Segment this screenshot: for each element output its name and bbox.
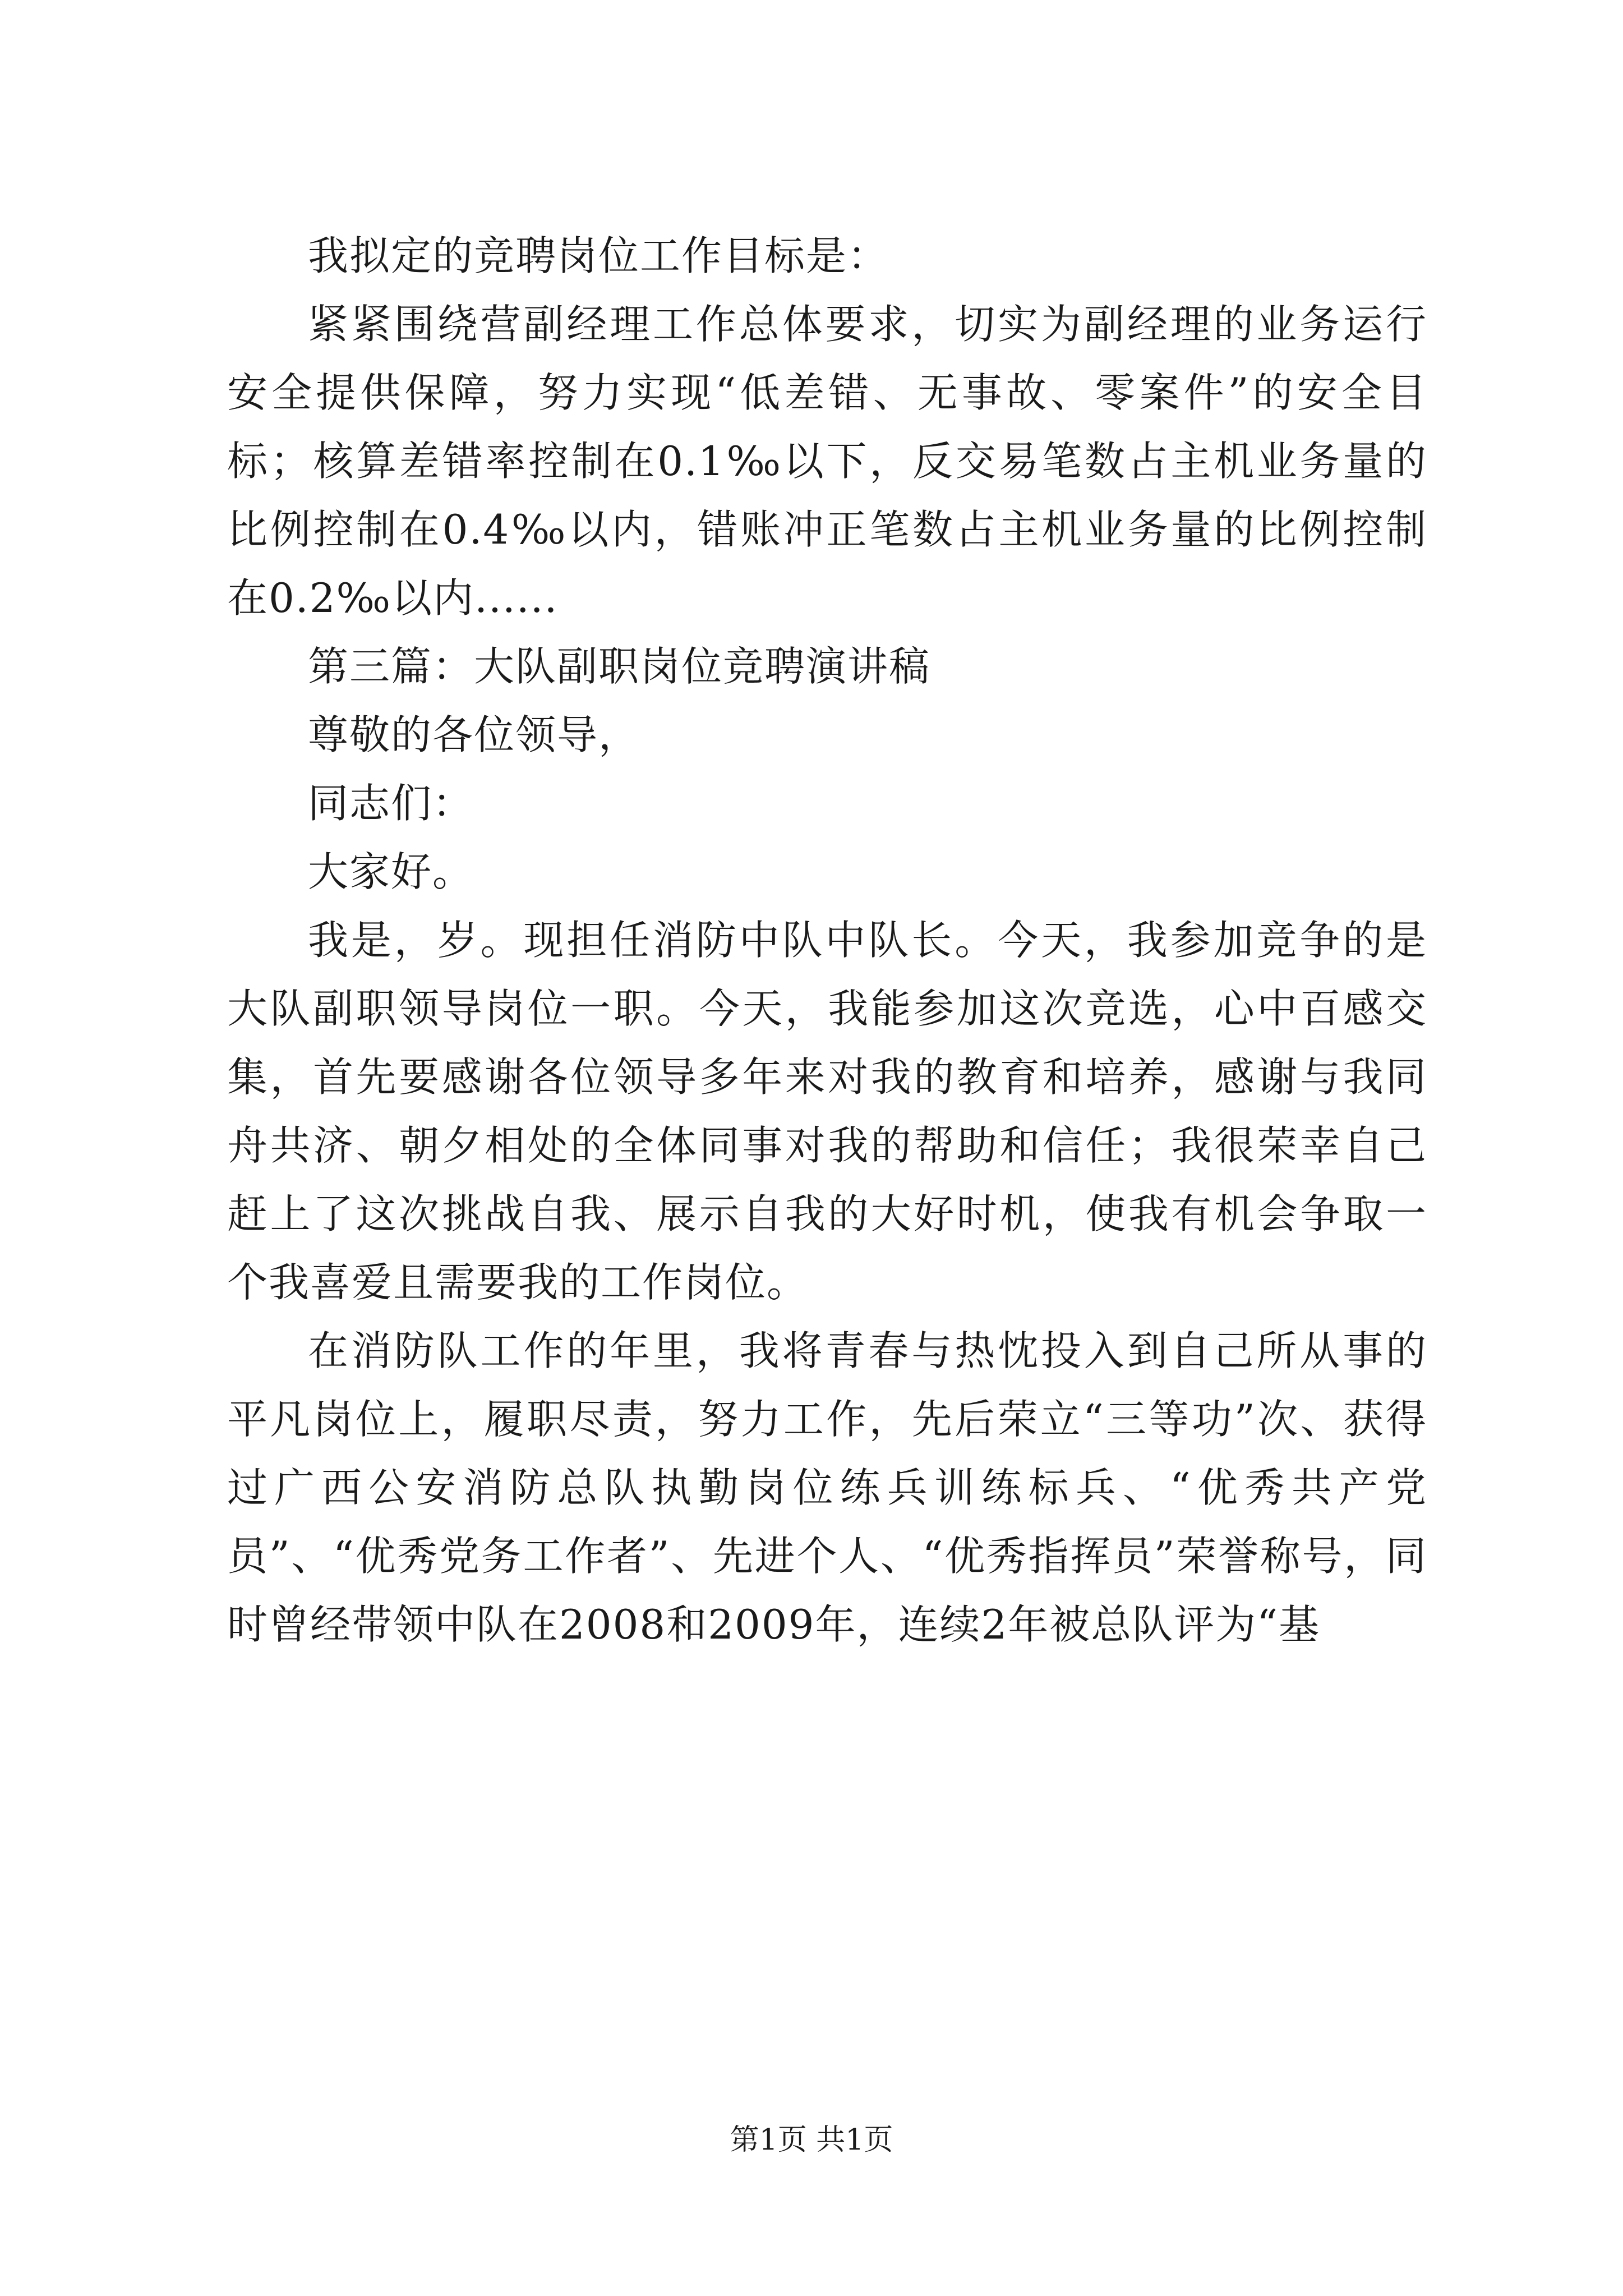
paragraph-self-introduction: 我是，岁。现担任消防中队中队长。今天，我参加竞争的是大队副职领导岗位一职。今天，我能参加这次竞选，心中百感交集，首先要感谢各位领导多年来对我的教育和培养，感谢与我同舟共济、朝夕相处的全体同事对我的帮助和信任；我很荣幸自己赶上了这次挑战自我、展示自我的大好时机，使我有机会争取一个我喜爱且需要我的工作岗位。 — [227, 917, 1427, 1306]
paragraph-work-history: 在消防队工作的年里，我将青春与热忱投入到自己所从事的平凡岗位上，履职尽责，努力工作，先后荣立“三等功”次、获得过广西公安消防总队执勤岗位练兵训练标兵、“优秀共产党员”、“优秀党务工作者”、先进个人、“优秀指挥员”荣誉称号，同时曾经带领中队在2008和2009年，连续2年被总队评为“基 — [227, 1327, 1427, 1648]
section-title: 第三篇：大队副职岗位竞聘演讲稿 — [308, 643, 931, 690]
paragraph-salutation-leaders: 尊敬的各位领导， — [308, 711, 640, 758]
paragraph-goal-detail: 紧紧围绕营副经理工作总体要求，切实为副经理的业务运行安全提供保障，努力实现“低差错、无事故、零案件”的安全目标；核算差错率控制在0.1‰以下，反交易笔数占主机业务量的比例控制在0.4‰以内，错账冲正笔数占主机业务量的比例控制在0.2‰以内...... — [227, 301, 1427, 622]
paragraph-goal-intro: 我拟定的竞聘岗位工作目标是： — [308, 232, 889, 279]
paragraph-greeting: 大家好。 — [308, 848, 474, 895]
paragraph-salutation-comrades: 同志们： — [308, 780, 474, 827]
page-footer: 第1页 共1页 — [730, 2123, 893, 2157]
document-body — [227, 222, 1427, 1659]
